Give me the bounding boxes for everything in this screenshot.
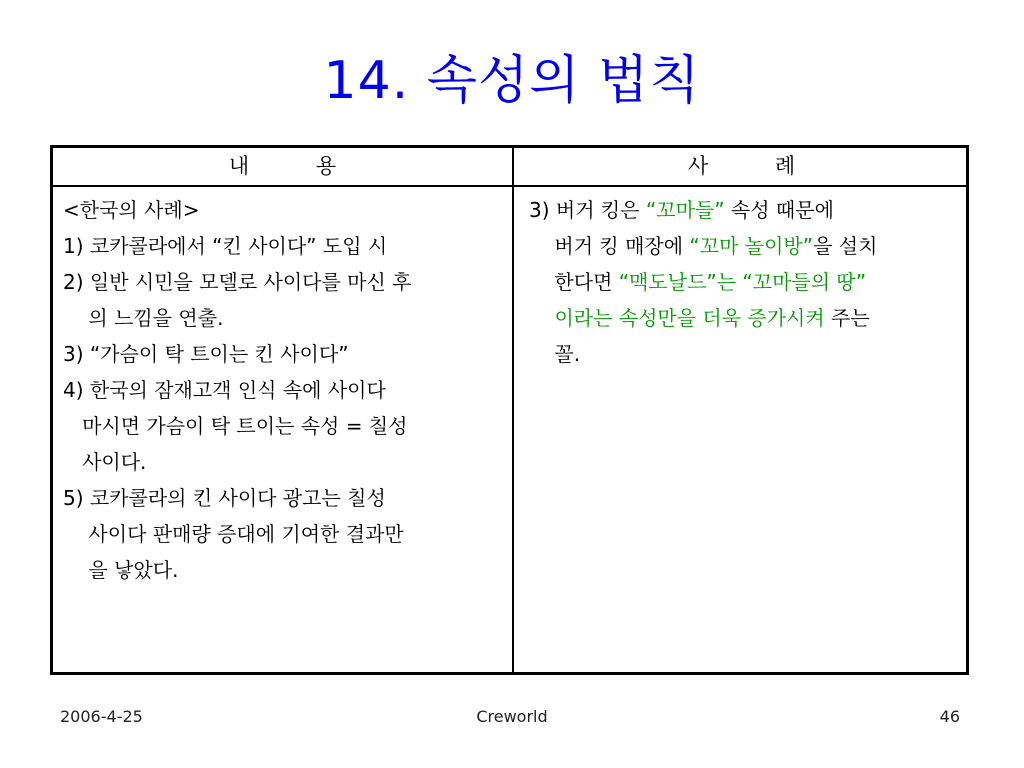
content-line: 4) 한국의 잠재고객 인식 속에 사이다 [63, 378, 386, 402]
footer-brand: Creworld [476, 707, 548, 726]
example-highlight: “꼬마 놀이방” [689, 234, 814, 258]
slide-title: 14. 속성의 법칙 [323, 51, 701, 111]
example-line [529, 264, 967, 300]
footer-date: 2006-4-25 [60, 707, 143, 726]
page-number: 46 [939, 707, 960, 726]
example-text: 3) 버거 킹은 [529, 198, 646, 222]
example-highlight: “꼬마들” [645, 198, 725, 222]
example-column [529, 192, 967, 372]
content-line: 을 낳았다. [63, 558, 179, 582]
column-divider [512, 148, 514, 672]
header-divider [53, 185, 966, 187]
example-text: 한다면 [529, 270, 619, 294]
content-line: 3) “가슴이 탁 트이는 킨 사이다” [63, 342, 349, 366]
example-highlight: “맥도날드”는 “꼬마들의 땅” [618, 270, 867, 294]
content-line: 2) 일반 시민을 모델로 사이다를 마신 후 [63, 270, 412, 294]
content-line: 마시면 가슴이 탁 트이는 속성 = 칠성 [63, 414, 408, 438]
example-line [529, 192, 967, 228]
content-table [50, 145, 969, 675]
example-line [529, 300, 967, 336]
example-highlight: 이라는 속성만을 더욱 증가시켜 [554, 306, 825, 330]
content-line: 의 느낌을 연출. [63, 306, 224, 330]
example-text: 을 설치 [813, 234, 878, 258]
example-text: 속성 때문에 [724, 198, 834, 222]
example-text: 주는 [824, 306, 870, 330]
content-line: 사이다 판매량 증대에 기여한 결과만 [63, 522, 404, 546]
content-column [63, 192, 503, 588]
header-example: 사 례 [687, 154, 796, 178]
content-line: 5) 코카콜라의 킨 사이다 광고는 칠성 [63, 486, 386, 510]
example-text [529, 306, 554, 330]
content-line: 1) 코카콜라에서 “킨 사이다” 도입 시 [63, 234, 388, 258]
example-text: 버거 킹 매장에 [529, 234, 690, 258]
header-content: 내 용 [228, 154, 337, 178]
example-line: 꼴. [529, 342, 581, 366]
example-line [529, 228, 967, 264]
content-line: <한국의 사례> [63, 198, 200, 222]
content-line: 사이다. [63, 450, 147, 474]
